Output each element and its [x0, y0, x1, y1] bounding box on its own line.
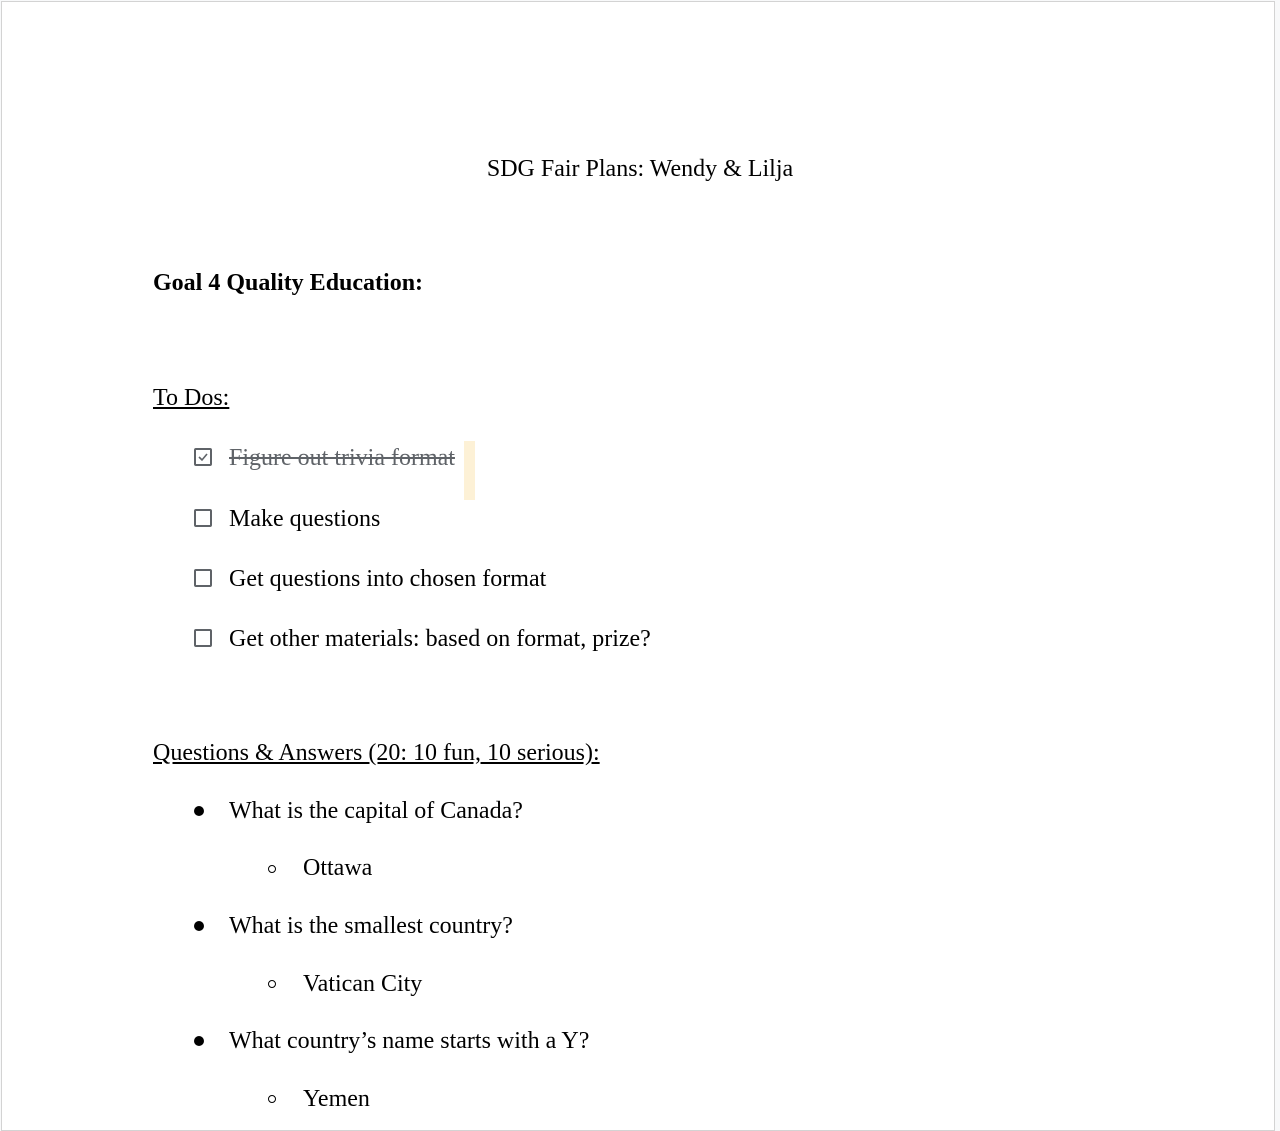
todo-item: Get other materials: based on format, prize? — [229, 626, 651, 652]
checkbox[interactable] — [194, 629, 212, 647]
section-heading: Goal 4 Quality Education: — [153, 270, 424, 296]
sub-bullet-icon — [268, 980, 276, 988]
question-item: What is the capital of Canada? — [229, 798, 523, 824]
todos-label: To Dos: — [153, 385, 230, 411]
question-item: What country’s name starts with a Y? — [229, 1028, 590, 1054]
todo-item: Make questions — [229, 506, 381, 532]
bullet-icon — [194, 921, 204, 931]
bullet-icon — [194, 806, 204, 816]
checkbox-checked[interactable] — [194, 448, 212, 466]
sub-bullet-icon — [268, 865, 276, 873]
sub-bullet-icon — [268, 1095, 276, 1103]
question-item: What is the smallest country? — [229, 913, 513, 939]
document-page — [1, 1, 1275, 1131]
bullet-icon — [194, 1036, 204, 1046]
answer-item: Ottawa — [303, 855, 373, 881]
answer-item: Vatican City — [303, 971, 423, 997]
answer-item: Yemen — [303, 1086, 370, 1112]
qa-label: Questions & Answers (20: 10 fun, 10 serious): — [153, 740, 600, 766]
todo-item: Get questions into chosen format — [229, 566, 547, 592]
checkbox[interactable] — [194, 509, 212, 527]
checkbox[interactable] — [194, 569, 212, 587]
todo-item: Figure out trivia format — [229, 445, 455, 471]
document-title: SDG Fair Plans: Wendy & Lilja — [486, 156, 794, 182]
text-highlight — [464, 441, 475, 500]
check-icon — [197, 451, 209, 463]
